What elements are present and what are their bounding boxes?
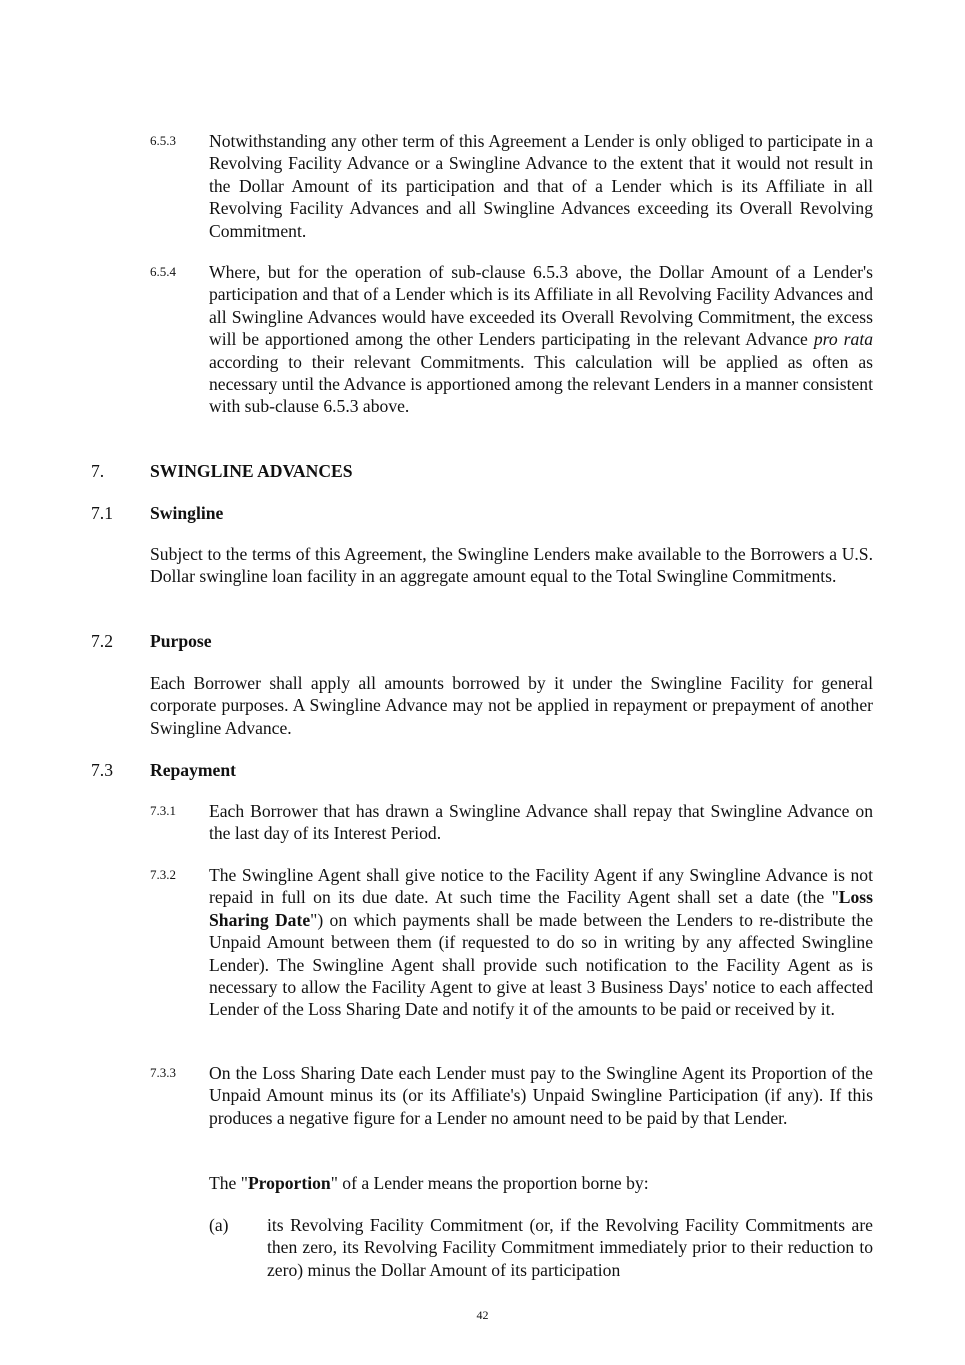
- proportion-term: Proportion: [247, 1173, 331, 1193]
- clause-number-7-3-1: 7.3.1: [150, 803, 176, 818]
- section-number-7-2: 7.2: [91, 631, 113, 651]
- clause-6-5-4-text-part2: according to their relevant Commitments. This calculation will be applied as often as necessary until the Advance is apportioned among the relevant Lenders in a manner consistent with sub-clause 6.5.3 above.: [209, 351, 873, 417]
- clause-number-6-5-4: 6.5.4: [150, 264, 176, 279]
- section-number-7-1: 7.1: [91, 503, 113, 523]
- clause-7-3-2-text: [209, 864, 873, 1021]
- item-a-text: its Revolving Facility Commitment (or, if the Revolving Facility Commitments are then zero, its Revolving Facility Commitment immediately prior to their reduction to zero) minus the Dollar Amount of its participation: [267, 1215, 873, 1280]
- clause-number-6-5-3: 6.5.3: [150, 133, 176, 148]
- proportion-text-part1: The ": [209, 1173, 248, 1193]
- section-title-repayment: Repayment: [150, 760, 237, 780]
- clause-7-3-2-text-part2: ") on which payments shall be made between the Lenders to re-distribute the Unpaid Amount between them (if requested to do so in writing by any affected Swingline Lender). The Swingline Agent shall provide such notification to the Facility Agent as is necessary to allow the Facility Agent to give at least 3 Business Days' notice to each affected Lender of the Loss Sharing Date and notify it of the amounts to be paid or received by it.: [209, 909, 874, 1020]
- section-number-7-3: 7.3: [91, 760, 113, 780]
- item-label-a: (a): [209, 1215, 229, 1235]
- loss-sharing-date-term: Loss Sharing Date: [209, 887, 873, 930]
- section-title-swingline-advances: SWINGLINE ADVANCES: [150, 461, 353, 481]
- proportion-text-part2: " of a Lender means the proportion borne by:: [330, 1173, 649, 1193]
- section-title-swingline: Swingline: [150, 503, 224, 523]
- proportion-definition: [209, 1172, 873, 1194]
- section-7-2-text: Each Borrower shall apply all amounts borrowed by it under the Swingline Facility for general corporate purposes. A Swingline Advance may not be applied in repayment or prepayment of another Swingline Advance.: [150, 673, 873, 738]
- clause-6-5-4-text: [209, 261, 873, 418]
- clause-number-7-3-3: 7.3.3: [150, 1065, 176, 1080]
- clause-6-5-3-text: Notwithstanding any other term of this Agreement a Lender is only obliged to participate in a Revolving Facility Advance or a Swingline Advance to the extent that it would not result in the Dollar Amount of its participation and that of a Lender which is its Affiliate in all Revolving Facility Advances and all Swingline Advances exceeding its Overall Revolving Commitment.: [209, 131, 873, 241]
- section-7-1-text: Subject to the terms of this Agreement, the Swingline Lenders make available to the Borrowers a U.S. Dollar swingline loan facility in an aggregate amount equal to the Total Swingline Commitments.: [150, 544, 873, 587]
- clause-7-3-2-text-part1: The Swingline Agent shall give notice to the Facility Agent if any Swingline Advance is not repaid in full on its due date. At such time the Facility Agent shall set a date (the ": [209, 865, 873, 908]
- clause-number-7-3-2: 7.3.2: [150, 867, 176, 882]
- clause-7-3-3-text: On the Loss Sharing Date each Lender must pay to the Swingline Agent its Proportion of the Unpaid Amount minus its (or its Affiliate's) Unpaid Swingline Participation (if any). If this produces a negative figure for a Lender no amount need to be paid by that Lender.: [209, 1063, 873, 1128]
- section-number-7: 7.: [91, 461, 105, 481]
- clause-6-5-4-text-part1: Where, but for the operation of sub-clause 6.5.3 above, the Dollar Amount of a Lender's participation and that of a Lender which is its Affiliate in all Revolving Facility Advances and all Swingline Advances would have exceeded its Overall Revolving Commitment, the excess will be apportioned among the other Lenders participating in the relevant Advance: [209, 262, 873, 350]
- pro-rata-italic: pro rata: [813, 329, 874, 350]
- clause-7-3-1-text: Each Borrower that has drawn a Swingline Advance shall repay that Swingline Advance on the last day of its Interest Period.: [209, 801, 873, 844]
- page-number: 42: [476, 1308, 489, 1322]
- section-title-purpose: Purpose: [150, 631, 212, 651]
